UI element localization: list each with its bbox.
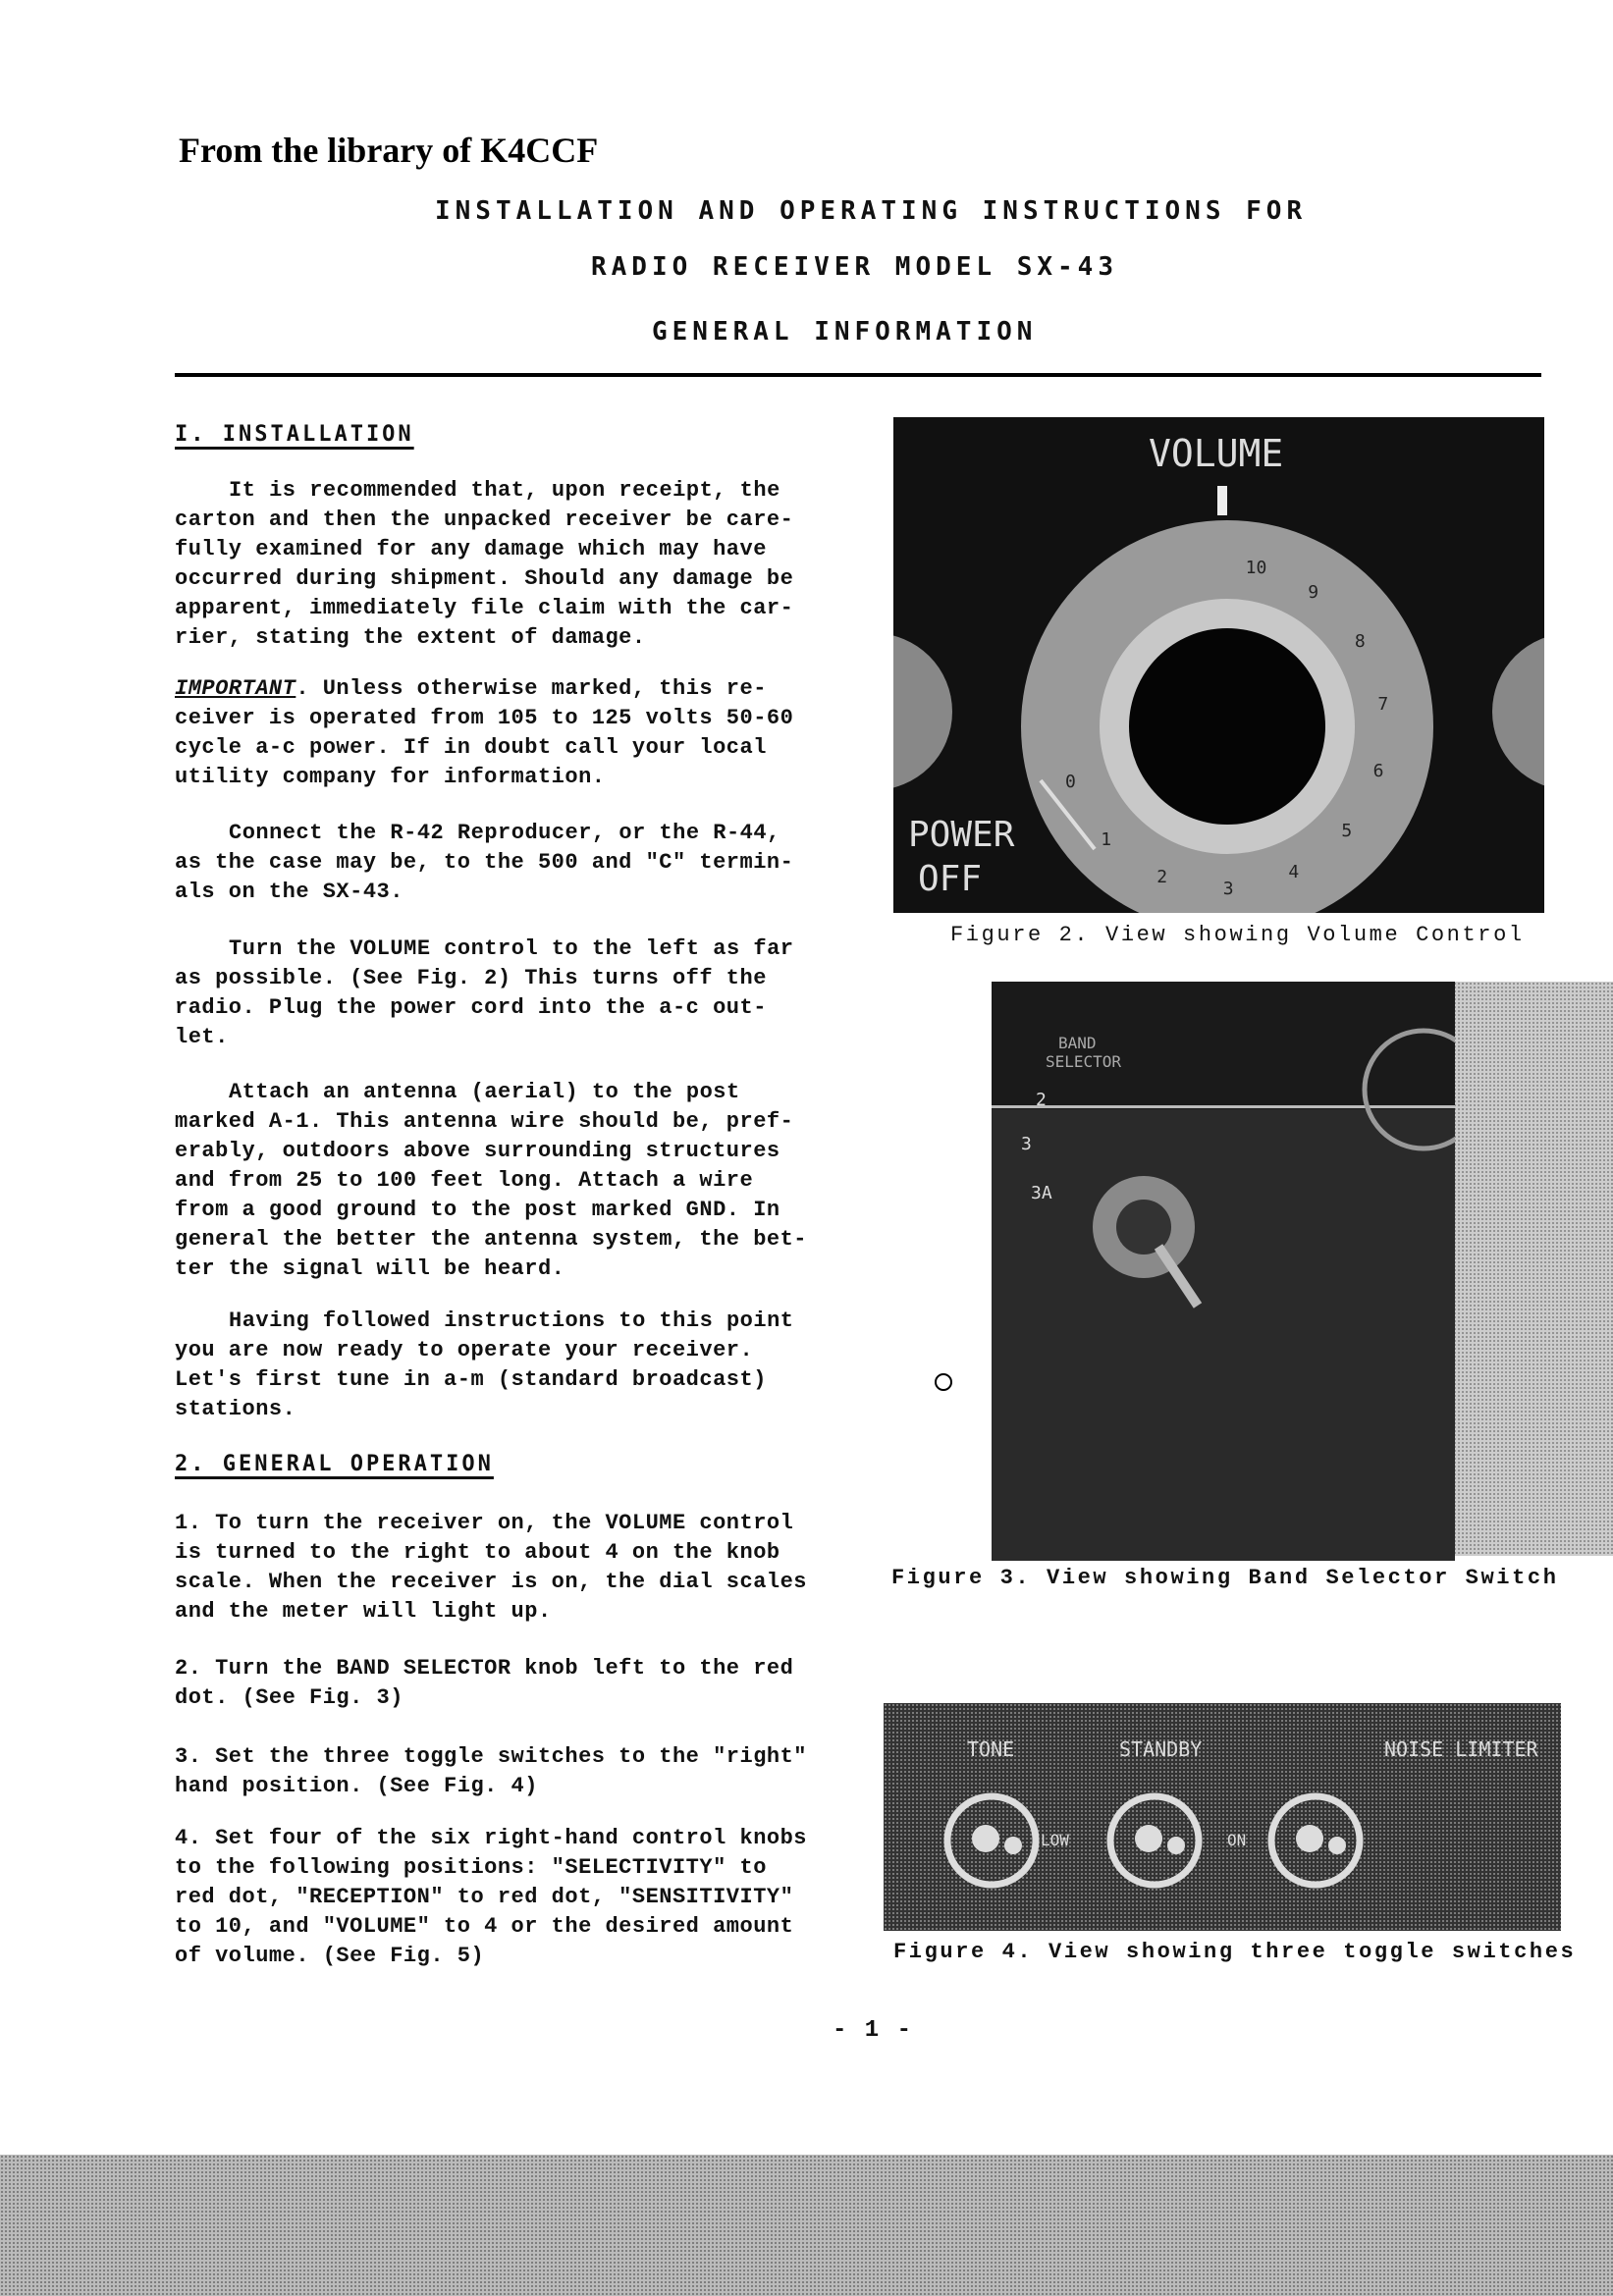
text-line: It is recommended that, upon receipt, the bbox=[229, 478, 780, 503]
off-label: OFF bbox=[918, 859, 983, 899]
text-line: to the following positions: "SELECTIVITY" to bbox=[175, 1855, 767, 1880]
low-label: LOW bbox=[1041, 1831, 1069, 1849]
figure-3-caption: Figure 3. View showing Band Selector Switch bbox=[891, 1566, 1559, 1590]
library-note: From the library of K4CCF bbox=[179, 131, 599, 170]
heading-installation: I. INSTALLATION bbox=[175, 422, 414, 447]
text-line: and the meter will light up. bbox=[175, 1599, 552, 1624]
figure-4-toggle-photo bbox=[884, 1703, 1561, 1931]
text-line: 2. Turn the BAND SELECTOR knob left to the red bbox=[175, 1656, 794, 1681]
step-3 bbox=[175, 1742, 852, 1801]
text-line: apparent, immediately file claim with the car- bbox=[175, 596, 794, 620]
document-title-line2: RADIO RECEIVER MODEL SX-43 bbox=[591, 252, 1118, 282]
text-line: of volume. (See Fig. 5) bbox=[175, 1944, 485, 1968]
figure-4-caption: Figure 4. View showing three toggle switches bbox=[893, 1940, 1577, 1964]
figure-3-edge bbox=[1453, 982, 1613, 1556]
heading-general-operation: 2. GENERAL OPERATION bbox=[175, 1452, 494, 1476]
dial-number: 6 bbox=[1372, 761, 1384, 782]
text-line: . Unless otherwise marked, this re- bbox=[296, 676, 767, 701]
noise-limiter-label: NOISE LIMITER bbox=[1384, 1737, 1538, 1761]
dial-number: 4 bbox=[1288, 862, 1300, 883]
text-line: marked A-1. This antenna wire should be, pref- bbox=[175, 1109, 794, 1134]
text-line: is turned to the right to about 4 on the knob bbox=[175, 1540, 780, 1565]
tone-label: TONE bbox=[967, 1737, 1015, 1761]
header-rule bbox=[175, 373, 1541, 377]
text-line: to 10, and "VOLUME" to 4 or the desired amount bbox=[175, 1914, 794, 1939]
text-line: cycle a-c power. If in doubt call your local bbox=[175, 735, 767, 760]
document-title-line1: INSTALLATION AND OPERATING INSTRUCTIONS FOR bbox=[435, 196, 1308, 226]
dial-number: 5 bbox=[1341, 821, 1353, 842]
text-line: rier, stating the extent of damage. bbox=[175, 625, 646, 650]
text-line: utility company for information. bbox=[175, 765, 606, 789]
text-line: 3. Set the three toggle switches to the "right" bbox=[175, 1744, 808, 1769]
text-line: you are now ready to operate your receiver. bbox=[175, 1338, 754, 1362]
text-line: radio. Plug the power cord into the a-c out- bbox=[175, 995, 767, 1020]
text-line: Having followed instructions to this point bbox=[229, 1308, 794, 1333]
paragraph-antenna bbox=[175, 1078, 852, 1284]
standby-label: STANDBY bbox=[1119, 1737, 1203, 1761]
text-line: hand position. (See Fig. 4) bbox=[175, 1774, 538, 1798]
paragraph-inspection bbox=[175, 476, 852, 653]
selector-label: SELECTOR bbox=[1046, 1052, 1122, 1071]
text-line: fully examined for any damage which may have bbox=[175, 537, 767, 561]
text-line: as the case may be, to the 500 and "C" termin- bbox=[175, 850, 794, 875]
dial-number: 8 bbox=[1354, 630, 1366, 652]
position-3a: 3A bbox=[1031, 1183, 1052, 1203]
figure-3-band-selector-photo bbox=[992, 982, 1455, 1561]
text-line: ceiver is operated from 105 to 125 volts 50-60 bbox=[175, 706, 794, 730]
text-line: scale. When the receiver is on, the dial scales bbox=[175, 1570, 808, 1594]
text-line: from a good ground to the post marked GND. In bbox=[175, 1198, 780, 1222]
paragraph-reproducer bbox=[175, 819, 852, 907]
text-line: Let's first tune in a-m (standard broadcast) bbox=[175, 1367, 767, 1392]
dial-number: 1 bbox=[1101, 828, 1112, 850]
paragraph-ready bbox=[175, 1307, 852, 1424]
volume-label: VOLUME bbox=[1149, 432, 1284, 475]
figure-2-volume-photo bbox=[893, 417, 1544, 913]
on-label: ON bbox=[1227, 1831, 1247, 1849]
text-line: occurred during shipment. Should any damage be bbox=[175, 566, 794, 591]
text-line: erably, outdoors above surrounding structures bbox=[175, 1139, 780, 1163]
section-title: GENERAL INFORMATION bbox=[652, 317, 1038, 347]
dial-number: 3 bbox=[1222, 878, 1234, 899]
position-2: 2 bbox=[1036, 1090, 1047, 1110]
text-line: and from 25 to 100 feet long. Attach a wire bbox=[175, 1168, 754, 1193]
text-line: Attach an antenna (aerial) to the post bbox=[229, 1080, 740, 1104]
power-label: POWER bbox=[908, 815, 1015, 855]
page-number: - 1 - bbox=[833, 2017, 914, 2044]
text-line: dot. (See Fig. 3) bbox=[175, 1685, 403, 1710]
text-line: let. bbox=[175, 1025, 229, 1049]
text-line: 1. To turn the receiver on, the VOLUME control bbox=[175, 1511, 794, 1535]
step-4 bbox=[175, 1824, 852, 1971]
figure-2-caption: Figure 2. View showing Volume Control bbox=[950, 923, 1525, 947]
dial-number: 7 bbox=[1377, 694, 1389, 716]
scan-bottom-band bbox=[0, 2155, 1613, 2296]
text-line: 4. Set four of the six right-hand control knobs bbox=[175, 1826, 808, 1850]
band-label: BAND bbox=[1058, 1034, 1097, 1052]
step-1 bbox=[175, 1509, 852, 1627]
dial-number: 9 bbox=[1308, 582, 1319, 604]
paragraph-important bbox=[175, 674, 852, 792]
paragraph-volume bbox=[175, 934, 852, 1052]
text-line: Turn the VOLUME control to the left as far bbox=[229, 936, 794, 961]
text-line: als on the SX-43. bbox=[175, 880, 403, 904]
step-2 bbox=[175, 1654, 852, 1713]
dial-number: 10 bbox=[1245, 557, 1267, 578]
text-line: stations. bbox=[175, 1397, 296, 1421]
text-line: Connect the R-42 Reproducer, or the R-44, bbox=[229, 821, 780, 845]
important-label: IMPORTANT bbox=[175, 676, 296, 701]
text-line: carton and then the unpacked receiver be care- bbox=[175, 507, 794, 532]
text-line: as possible. (See Fig. 2) This turns off the bbox=[175, 966, 767, 990]
text-line: general the better the antenna system, the bet- bbox=[175, 1227, 808, 1252]
text-line: red dot, "RECEPTION" to red dot, "SENSITIVITY" bbox=[175, 1885, 794, 1909]
position-3: 3 bbox=[1021, 1134, 1032, 1154]
circle-mark bbox=[935, 1373, 952, 1391]
dial-number: 2 bbox=[1156, 866, 1168, 887]
text-line: ter the signal will be heard. bbox=[175, 1256, 565, 1281]
dial-number: 0 bbox=[1064, 772, 1076, 793]
